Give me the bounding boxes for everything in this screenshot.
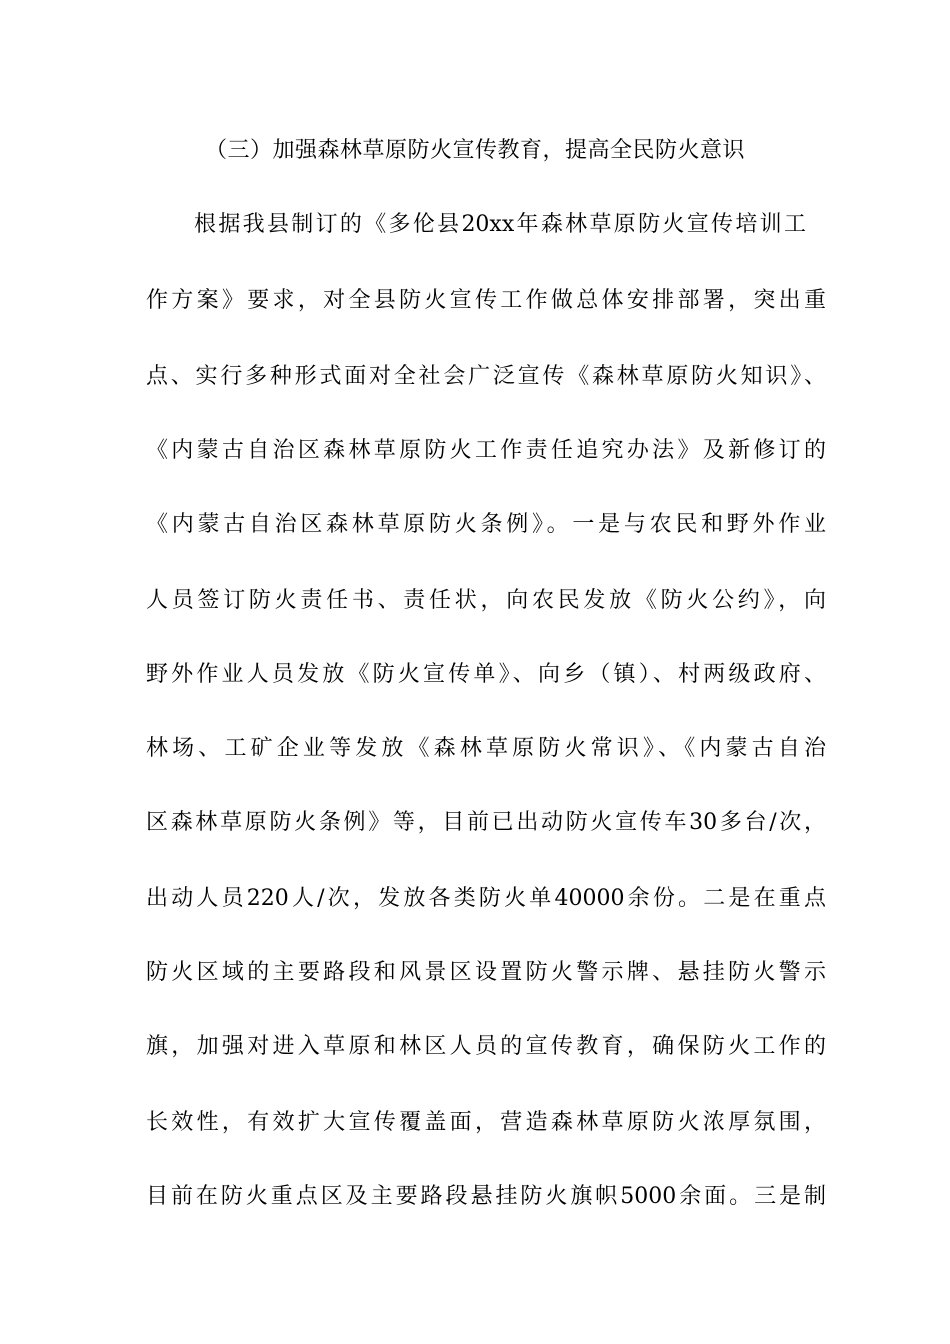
section-heading: （三）加强森林草原防火宣传教育，提高全民防火意识 bbox=[204, 138, 745, 163]
paragraph-line: 根据我县制订的《多伦县20xx年森林草原防火宣传培训工 bbox=[194, 212, 806, 237]
paragraph-line: 《内蒙古自治区森林草原防火工作责任追究办法》及新修订的 bbox=[146, 438, 826, 463]
paragraph-line: 林场、工矿企业等发放《森林草原防火常识》、《内蒙古自治 bbox=[146, 736, 826, 761]
paragraph-line: 点、实行多种形式面对全社会广泛宣传《森林草原防火知识》、 bbox=[146, 364, 826, 389]
paragraph-line: 人员签订防火责任书、责任状，向农民发放《防火公约》，向 bbox=[146, 588, 826, 613]
paragraph-line: 出动人员220人/次，发放各类防火单40000余份。二是在重点 bbox=[146, 886, 826, 911]
paragraph-line: 作方案》要求，对全县防火宣传工作做总体安排部署，突出重 bbox=[146, 288, 826, 313]
paragraph-line: 野外作业人员发放《防火宣传单》、向乡（镇）、村两级政府、 bbox=[146, 662, 826, 687]
paragraph-line: 长效性，有效扩大宣传覆盖面，营造森林草原防火浓厚氛围， bbox=[146, 1110, 826, 1135]
paragraph-line: 《内蒙古自治区森林草原防火条例》。一是与农民和野外作业 bbox=[146, 512, 826, 537]
paragraph-line: 目前在防火重点区及主要路段悬挂防火旗帜5000余面。三是制 bbox=[146, 1184, 826, 1209]
paragraph-line: 区森林草原防火条例》等，目前已出动防火宣传车30多台/次， bbox=[146, 810, 826, 835]
paragraph-line: 防火区域的主要路段和风景区设置防火警示牌、悬挂防火警示 bbox=[146, 960, 826, 985]
paragraph-line: 旗，加强对进入草原和林区人员的宣传教育，确保防火工作的 bbox=[146, 1034, 826, 1059]
